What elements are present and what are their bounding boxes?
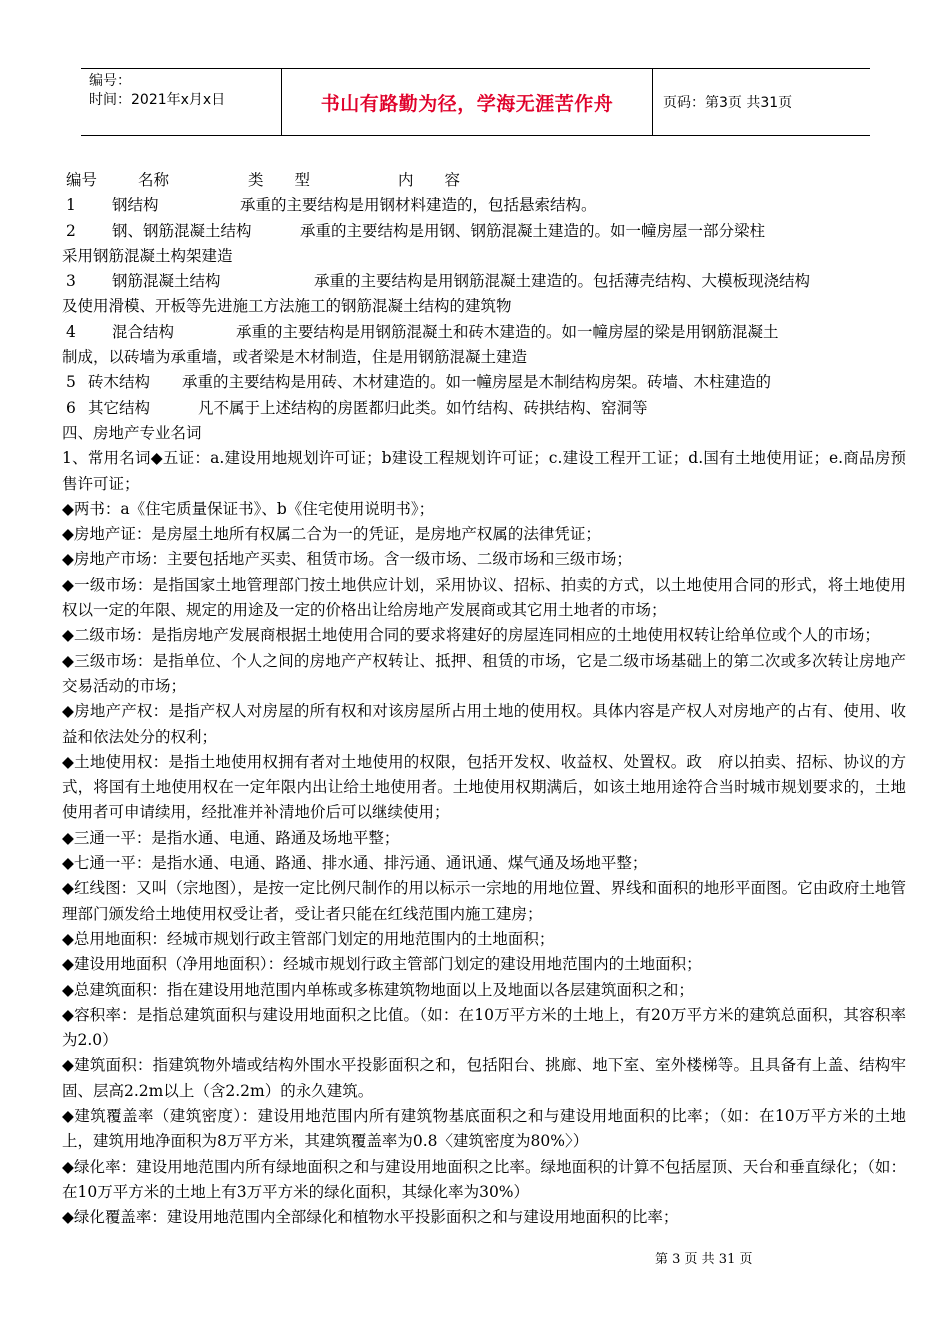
term-item: ◆房地产市场：主要包括地产买卖、租赁市场。含一级市场、二级市场和三级市场； — [62, 550, 632, 569]
table-row: 1 钢结构 承重的主要结构是用钢材料建造的，包括悬索结构。 — [66, 196, 597, 215]
table-row: 6 其它结构 凡不属于上述结构的房匿都归此类。如竹结构、砖拱结构、窑洞等 — [66, 398, 648, 417]
term-item: ◆容积率：是指总建筑面积与建设用地面积之比值。（如：在10万平方米的土地上，有20万平方米的建筑总面积，其容积率为2.0） — [62, 1005, 906, 1050]
term-item: ◆红线图：又叫（宗地图），是按一定比例尺制作的用以标示一宗地的用地位置、界线和面积的地形平面图。它由政府土地管理部门颁发给土地使用权受让者，受让者只能在红线范围内施工建房； — [62, 879, 906, 923]
term-item: ◆二级市场：是指房地产发展商根据土地使用合同的要求将建好的房屋连同相应的土地使用权转让给单位或个人的市场； — [62, 626, 880, 645]
term-item: ◆总用地面积：经城市规划行政主管部门划定的用地范围内的土地面积； — [62, 929, 555, 948]
term-item: ◆三通一平：是指水通、电通、路通及场地平整； — [62, 828, 400, 847]
col-type-header: 类 型 — [248, 171, 311, 189]
table-row-continuation: 采用钢筋混凝土构架建造 — [62, 246, 233, 265]
document-body — [62, 168, 906, 1230]
term-item: ◆房地产证：是房屋土地所有权属二合为一的凭证，是房地产权属的法律凭证； — [62, 525, 601, 544]
header-page-label: 页码：第3页 共31页 — [663, 95, 793, 111]
term-item: ◆土地使用权：是指土地使用权拥有者对土地使用的权限，包括开发权、收益权、处置权。政 府以拍卖、招标、协议的方式，将国有土地使用权在一定年限内出让给土地使用者。土地使用权期满后，如该土地用途符合当时城市规划要求的，土地使用者可申请续用，经批准并补清地价后可以继续使用； — [62, 752, 906, 822]
section-title: 四、房地产专业名词 — [62, 423, 202, 442]
term-item: ◆一级市场：是指国家土地管理部门按土地供应计划，采用协议、招标、拍卖的方式，以土地使用合同的形式，将土地使用权以一定的年限、规定的用途及一定的价格出让给房地产发展商或其它用土地者的市场； — [62, 575, 906, 620]
table-row-continuation: 制成，以砖墙为承重墙，或者梁是木材制造，住是用钢筋混凝土建造 — [62, 348, 528, 367]
col-no-header: 编号 — [66, 171, 98, 189]
table-row-continuation: 及使用滑模、开板等先进施工方法施工的钢筋混凝土结构的建筑物 — [62, 297, 512, 316]
intro-paragraph: 1、常用名词◆五证：a.建设用地规划许可证；b建设工程规划许可证；c.建设工程开工证；d.国有土地使用证；e.商品房预售许可证； — [62, 449, 906, 493]
term-item: ◆三级市场：是指单位、个人之间的房地产产权转让、抵押、租赁的市场，它是二级市场基础上的第二次或多次转让房地产交易活动的市场； — [62, 651, 906, 695]
document-time-label: 时间：2021年x月x日 — [89, 92, 226, 108]
term-item: ◆总建筑面积：指在建设用地范围内单栋或多栋建筑物地面以上及地面以各层建筑面积之和； — [62, 980, 694, 999]
table-header — [62, 168, 906, 193]
header-meta — [81, 69, 281, 135]
term-item: ◆建设用地面积（净用地面积）：经城市规划行政主管部门划定的建设用地范围内的土地面积； — [62, 955, 702, 974]
term-item: ◆两书：a《住宅质量保证书》、b《住宅使用说明书》； — [62, 499, 435, 518]
table-row: 5 砖木结构 承重的主要结构是用砖、木材建造的。如一幢房屋是木制结构房架。砖墙、木柱建造的 — [66, 373, 772, 392]
document-number-label: 编号： — [89, 73, 131, 89]
col-name-header: 名称 — [138, 171, 170, 189]
page-header — [81, 68, 870, 136]
table-row: 3 钢筋混凝土结构 承重的主要结构是用钢筋混凝土建造的。包括薄壳结构、大模板现浇结构 — [66, 272, 811, 291]
term-item: ◆绿化率：建设用地范围内所有绿地面积之和与建设用地面积之比率。绿地面积的计算不包括屋顶、天台和垂直绿化；（如：在10万平方米的土地上有3万平方米的绿化面积，其绿化率为30%） — [62, 1157, 906, 1201]
page-footer: 第 3 页 共 31 页 — [655, 1252, 753, 1267]
term-item: ◆房地产产权：是指产权人对房屋的所有权和对该房屋所占用土地的使用权。具体内容是产权人对房地产的占有、使用、收益和依法处分的权利； — [62, 702, 906, 746]
col-content-header: 内 容 — [398, 171, 461, 189]
table-row: 4 混合结构 承重的主要结构是用钢筋混凝土和砖木建造的。如一幢房屋的梁是用钢筋混凝土 — [66, 322, 779, 341]
term-item: ◆建筑面积：指建筑物外墙或结构外围水平投影面积之和，包括阳台、挑廊、地下室、室外楼梯等。且具备有上盖、结构牢固、层高2.2m以上（含2.2m）的永久建筑。 — [62, 1056, 906, 1100]
header-motto: 书山有路勤为径，学海无涯苦作舟 — [281, 69, 653, 135]
table-row: 2 钢、钢筋混凝土结构 承重的主要结构是用钢、钢筋混凝土建造的。如一幢房屋一部分梁柱 — [66, 221, 766, 240]
term-item: ◆绿化覆盖率：建设用地范围内全部绿化和植物水平投影面积之和与建设用地面积的比率； — [62, 1208, 679, 1227]
term-item: ◆七通一平：是指水通、电通、路通、排水通、排污通、通讯通、煤气通及场地平整； — [62, 854, 648, 873]
term-item: ◆建筑覆盖率（建筑密度）：建设用地范围内所有建筑物基底面积之和与建设用地面积的比率；（如：在10万平方米的土地上，建筑用地净面积为8万平方米，其建筑覆盖率为0.8〈建筑密度为80%〉） — [62, 1106, 906, 1151]
